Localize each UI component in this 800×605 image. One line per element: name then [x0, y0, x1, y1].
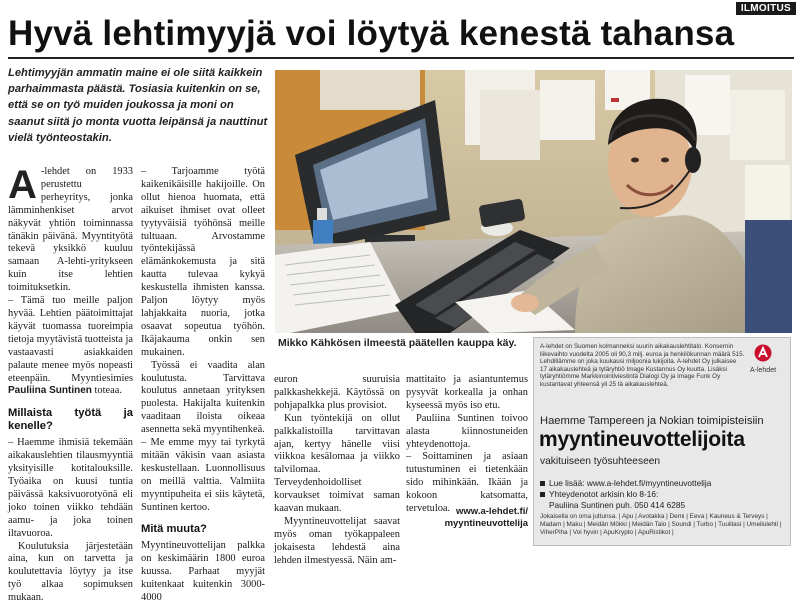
subheading-mita-muuta: Mitä muuta?: [141, 523, 207, 536]
col1-paragraph-4: Koulutuksia järjestetään aina, kun on tarvetta ja koulutettavia löytyy ja itse työ alkaa sopimuksen mukaan.: [8, 540, 133, 604]
col3-paragraph-3: Myyntineuvottelijat saavat myös oman työkappaleen jokaisesta lehdestä aina lehden ilmestyessä. Näin am-: [274, 515, 400, 566]
web-link[interactable]: www.a-lehdet.fi/ myyntineuvottelija: [444, 506, 528, 529]
col1-paragraph-2: – Tämä tuo meille paljon hyvää. Lehtien päätoimittajat käyvät tuomassa tuoreimpia tietoja myytävistä tuotteista ja vastaavasti asiakkaiden palaute menee myös nopeasti eteenpäin. Myyntiesimies Pauliina Suntinen toteaa.: [8, 295, 133, 397]
photo-caption: Mikko Kähkösen ilmeestä päätellen kauppa käy.: [278, 337, 517, 349]
a-lehdet-logo-icon: [754, 344, 772, 362]
company-logo: [744, 344, 782, 374]
ad-job-title: myyntineuvottelijoita: [539, 428, 745, 451]
job-ad-box: [533, 337, 791, 546]
col3-paragraph-2: Kun työntekijä on ollut palkkalistoilla tarvittavan ajan, kertyy hänelle viisi viikkoa kesälomaa ja viikko talvilomaa. Terveydenhoidolliset korvaukset toimivat saman kaavan mukaan.: [274, 412, 400, 515]
article-column-2: [141, 166, 265, 605]
person-name: Pauliina Suntinen: [8, 385, 92, 397]
magazine-list: Jokaisella on oma juttunsa. | Apu | Avotakka | Demi | Eeva | Kauneus & Terveys | Madam | Maku | Meidän Mökki | Meidän Talo | Soundi | Turbo | Tuulilasi | Umeilulehti | ViherPiha | Voi hyvin | ApuKrypto | ApuRistikot |: [540, 513, 782, 536]
bullet-icon: [540, 481, 545, 486]
ad-contact-person: Pauliina Suntinen puh. 050 414 6285: [549, 500, 686, 510]
col2-paragraph-2: Työssä ei vaadita alan koulutusta. Tarvittava koulutus annetaan yrityksen puolesta. Hakijalta kuitenkin vaaditaan iloista oikeaa asennetta sekä myyntihenkeä.: [141, 359, 265, 436]
col2-paragraph-3: – Me emme myy tai tyrkytä mitään väkisin vaan asiasta keskustellaan. Luonnollisuus on meillä valttia. Valmiita myyntipuheita ei siis käytetä, Suntinen kertoo.: [141, 437, 265, 513]
col4-paragraph-3: – Soittaminen ja asiaan tutustuminen ei tietenkään sido mihinkään. Ikään ja kokoon katsomatta, tervetuloa.: [406, 451, 528, 515]
ad-contact: [540, 478, 711, 511]
article-column-4: [406, 374, 528, 516]
col4-paragraph-1: mattitaito ja asiantuntemus pysyvät korkealla ja onhan kyseessä myös iso etu.: [406, 374, 528, 411]
col1-paragraph-3: – Haemme ihmisiä tekemään aikakauslehtien tilausmyyntiä yksityisille kotitalouksille. Työaika on kuusi tuntia päivässä kaksivuorotyönä eli joko toinen viikko tehdään aamu- ja joka toinen iltavuoroa.: [8, 437, 133, 539]
col2-paragraph-1: – Tarjoamme työtä kaikenikäisille hakijoille. On ollut hienoa huomata, että aikuiset ihmiset ovat olleet tyytyväisiä työhönsä meille tultuaan. Arvostamme työntekijässä elämänkokemusta ja sitä kautta tulevaa kykyä keskustella ihmisten kanssa. Paljon löytyy myös lahjakkaita nuoria, jotka osaavat sopeutua työhön. Ikäjakauma onkin sen mukainen.: [141, 166, 265, 358]
photo-illustration: [275, 70, 792, 333]
ad-subtitle: vakituiseen työsuhteeseen: [540, 456, 661, 467]
advertisement-label: ILMOITUS: [736, 2, 796, 15]
article-photo: [275, 70, 792, 333]
drop-cap: A: [8, 163, 37, 207]
logo-text: A-lehdet: [749, 367, 777, 374]
ad-contact-link[interactable]: Lue lisää: www.a-lehdet.fi/myyntineuvottelija: [540, 478, 711, 489]
ad-contact-hours: Yhteydenotot arkisin klo 8-16:: [540, 489, 711, 500]
col2-paragraph-4: Myyntineuvottelijan palkka on keskimäärin 1800 euroa kuussa. Parhaat myyjät kuitenkaat kuitenkin 3000-4000: [141, 540, 265, 604]
lead-paragraph: Lehtimyyjän ammatin maine ei ole siitä kaikkein parhaimmasta päästä. Tosiasia kuitenkin on se, että se on työ muiden joukossa ja moni on saanut siitä jo monta vuotta leipänsä ja nauttinut vielä työnteostakin.: [8, 67, 268, 144]
subheading-millaista: Millaista työtä ja kenelle?: [8, 407, 133, 433]
article-column-3: [274, 374, 400, 568]
headline-rule: [8, 57, 794, 59]
col3-paragraph-1: euron suuruisia palkkashekkejä. Käytössä on pohjapalkka plus provisiot.: [274, 374, 400, 411]
col1-paragraph-1: A -lehdet on 1933 perustettu perheyritys, jonka lämminhenkiset arvot näkyvät yhtiön toiminnassa tänäkin päivänä. Myyntityötä tekevä yksikkö kuuluu samaan A-lehti-yritykseen kuin itse lehtien toimituksetkin.: [8, 163, 133, 294]
ad-location-line: Haemme Tampereen ja Nokian toimipisteisiin: [540, 415, 764, 427]
company-intro: A-lehdet on Suomen kolmanneksi suurin aikakauslehtitalo. Konsernin liikevaihto vuodelta 2005 oli 90,3 milj. euroa ja henkilökunnan määrä 515. Lehdillämme on joka kuukausi miljoonia lukijoita. A-lehdet Oy julkaisee 17 aikakauslehteä ja tytäryhtiö Image Kustannus Oy kuutta. Lisäksi tytäryhtiömme Markkinointiviestintä Dialogi Oy ja Image Funk Oy kustantavat yhteensä yli 25 tä aikakauslehteä.: [540, 343, 745, 388]
col4-paragraph-2: Pauliina Suntinen toivoo alasta kiinnostuneiden yhteydenottoja.: [406, 412, 528, 450]
headline: Hyvä lehtimyyjä voi löytyä kenestä tahansa: [8, 14, 735, 53]
article-column-1: [8, 163, 133, 605]
bullet-icon: [540, 492, 545, 497]
